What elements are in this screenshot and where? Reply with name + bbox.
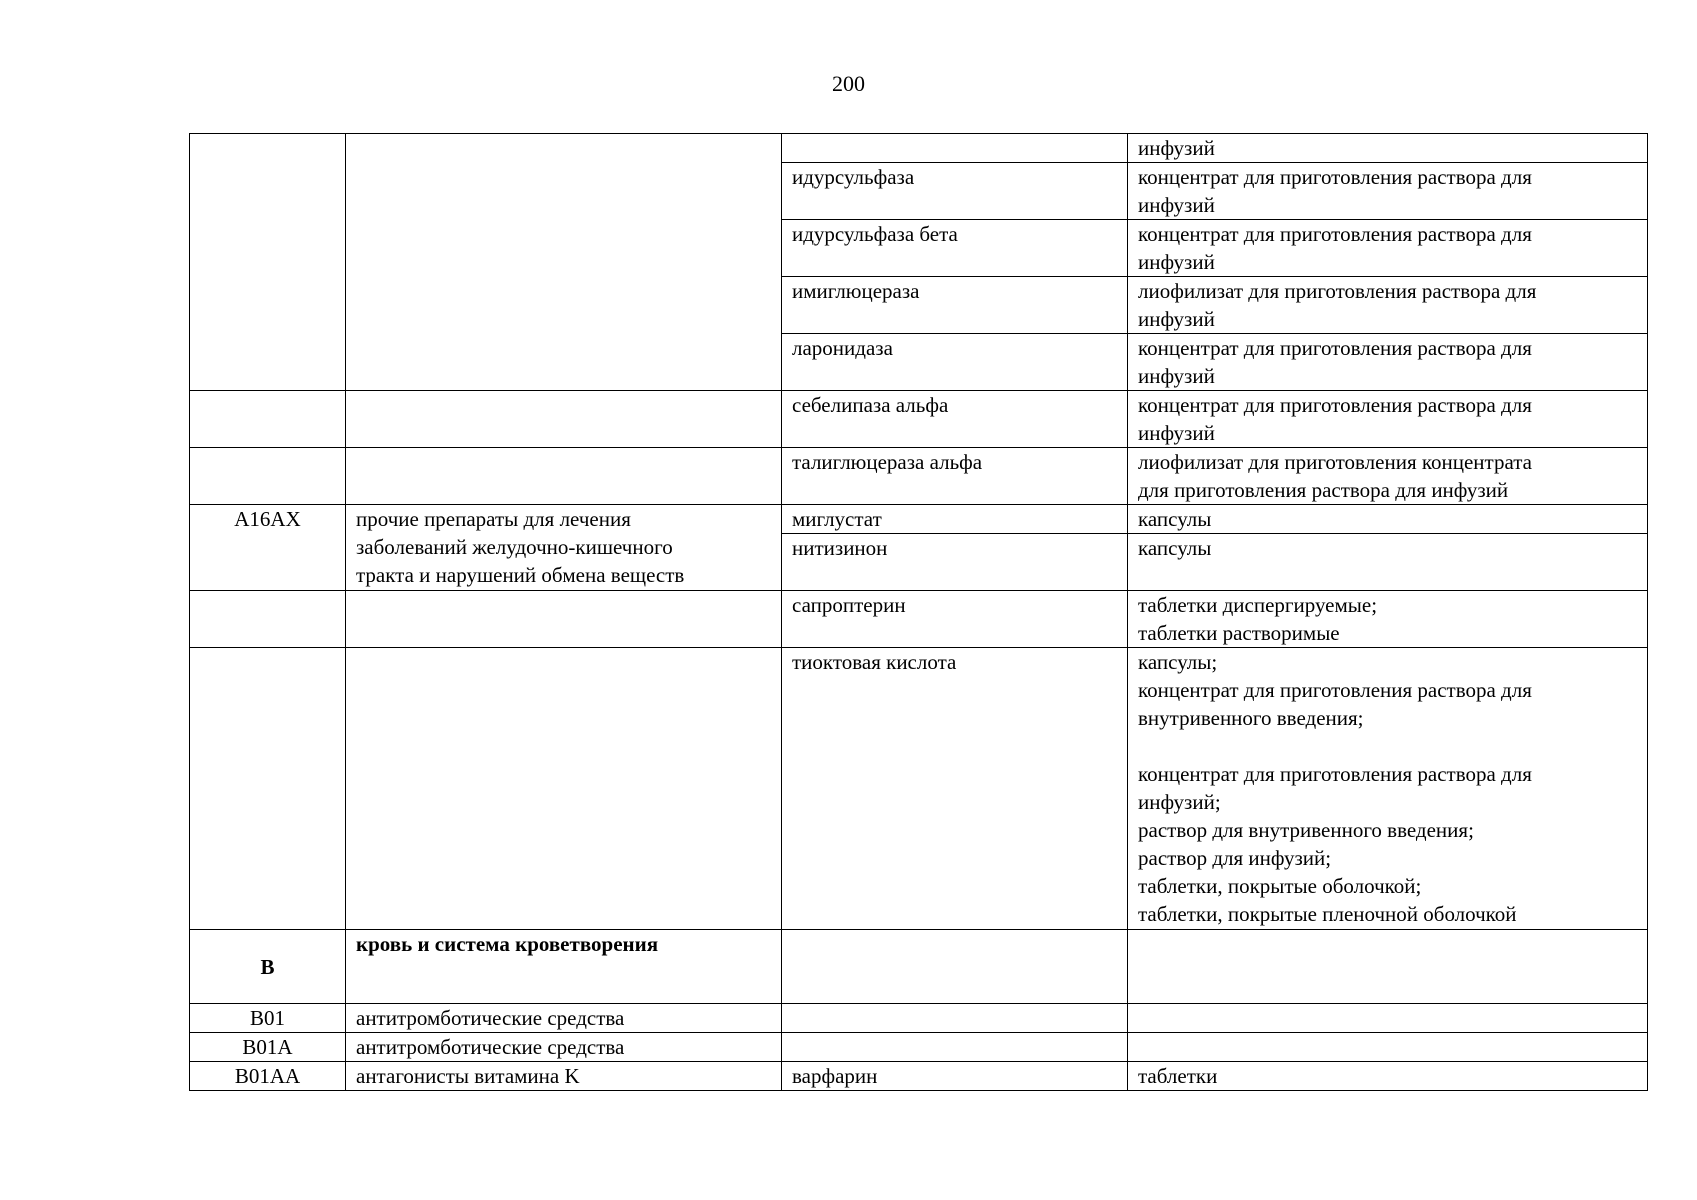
- table-row: [190, 591, 1648, 648]
- dosage-form-cell: [1128, 930, 1648, 1004]
- dosage-form-cell: капсулы: [1128, 534, 1648, 591]
- section-header-row: [190, 930, 1648, 1004]
- table-row: [190, 448, 1648, 505]
- drug-name-cell: идурсульфаза: [782, 163, 1128, 220]
- drug-name-cell: идурсульфаза бета: [782, 220, 1128, 277]
- group-cell: кровь и система кроветворения: [346, 930, 782, 1004]
- drug-name-cell: [782, 134, 1128, 163]
- drug-name-cell: [782, 1004, 1128, 1033]
- drug-name-cell: имиглюцераза: [782, 277, 1128, 334]
- table-row: [190, 134, 1648, 163]
- group-cell: [346, 448, 782, 505]
- atc-code-cell: [190, 591, 346, 648]
- page-number: 200: [832, 71, 865, 96]
- dosage-form-cell: [1128, 1004, 1648, 1033]
- atc-code-cell: [190, 134, 346, 391]
- drug-name-cell: [782, 930, 1128, 1004]
- atc-code-cell: B: [190, 930, 346, 1004]
- dosage-form-cell: концентрат для приготовления раствора для инфузий: [1128, 163, 1648, 220]
- atc-code-cell: [190, 448, 346, 505]
- group-cell: прочие препараты для лечения заболеваний желудочно-кишечного тракта и нарушений обмена веществ: [346, 505, 782, 591]
- table-row: [190, 1004, 1648, 1033]
- drug-name-cell: варфарин: [782, 1062, 1128, 1091]
- dosage-form-cell: концентрат для приготовления раствора для инфузий: [1128, 220, 1648, 277]
- drug-name-cell: ларонидаза: [782, 334, 1128, 391]
- atc-code-cell: B01AA: [190, 1062, 346, 1091]
- dosage-form-cell: инфузий: [1128, 134, 1648, 163]
- atc-code-cell: [190, 648, 346, 930]
- drug-name-cell: сапроптерин: [782, 591, 1128, 648]
- drug-name-cell: [782, 1033, 1128, 1062]
- dosage-form-cell: капсулы; концентрат для приготовления раствора для внутривенного введения; концентрат для приготовления раствора для инфузий; раствор для внутривенного введения; раствор для инфузий; таблетки, покрытые оболочкой; таблетки, покрытые пленочной оболочкой: [1128, 648, 1648, 930]
- group-cell: антитромботические средства: [346, 1004, 782, 1033]
- group-cell: антитромботические средства: [346, 1033, 782, 1062]
- group-cell: [346, 391, 782, 448]
- group-cell: [346, 591, 782, 648]
- dosage-form-cell: [1128, 1033, 1648, 1062]
- atc-code-cell: B01: [190, 1004, 346, 1033]
- group-cell: антагонисты витамина K: [346, 1062, 782, 1091]
- drug-name-cell: миглустат: [782, 505, 1128, 534]
- dosage-form-cell: концентрат для приготовления раствора для инфузий: [1128, 391, 1648, 448]
- drug-table: [189, 133, 1648, 1091]
- dosage-form-cell: таблетки диспергируемые; таблетки растворимые: [1128, 591, 1648, 648]
- group-cell: [346, 134, 782, 391]
- dosage-form-cell: капсулы: [1128, 505, 1648, 534]
- drug-name-cell: себелипаза альфа: [782, 391, 1128, 448]
- drug-name-cell: нитизинон: [782, 534, 1128, 591]
- table-row: [190, 1062, 1648, 1091]
- dosage-form-cell: лиофилизат для приготовления концентрата для приготовления раствора для инфузий: [1128, 448, 1648, 505]
- table-row: [190, 1033, 1648, 1062]
- dosage-form-cell: лиофилизат для приготовления раствора для инфузий: [1128, 277, 1648, 334]
- atc-code-cell: A16AX: [190, 505, 346, 591]
- atc-code-cell: B01A: [190, 1033, 346, 1062]
- table-row: [190, 648, 1648, 930]
- atc-code-cell: [190, 391, 346, 448]
- group-cell: [346, 648, 782, 930]
- drug-name-cell: талиглюцераза альфа: [782, 448, 1128, 505]
- table-row: [190, 391, 1648, 448]
- table-row: [190, 505, 1648, 534]
- dosage-form-cell: концентрат для приготовления раствора для инфузий: [1128, 334, 1648, 391]
- dosage-form-cell: таблетки: [1128, 1062, 1648, 1091]
- drug-name-cell: тиоктовая кислота: [782, 648, 1128, 930]
